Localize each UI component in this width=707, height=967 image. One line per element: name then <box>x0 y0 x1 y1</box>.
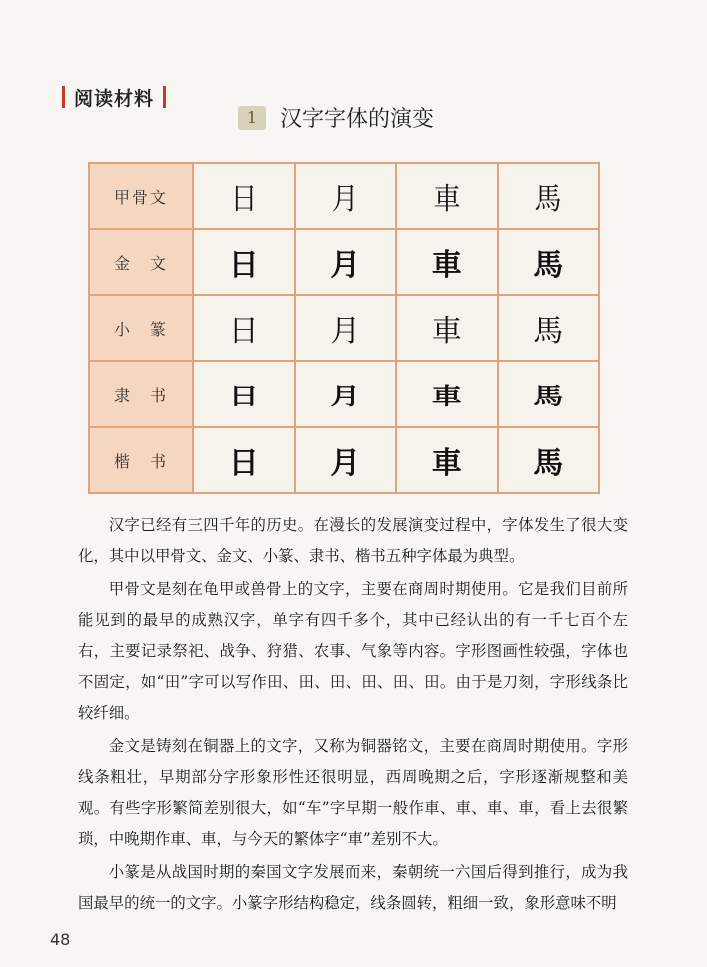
paragraph-oracle-bone: 甲骨文是刻在龟甲或兽骨上的文字，主要在商周时期使用。它是我们目前所能见到的最早的成熟汉字，单字有四千多个，其中已经认出的有一千七百个左右，主要记录祭祀、战争、狩猎、农事、气象等内容。字形图画性较强，字体也不固定，如“田”字可以写作田、田、田、田、田、田。由于是刀刻，字形线条比较纤细。 <box>78 580 628 722</box>
glyph-cell <box>396 427 498 493</box>
glyph-cell <box>193 229 295 295</box>
glyph-cell <box>498 295 600 361</box>
glyph-oracle-ma: 馬 <box>534 182 562 217</box>
paragraph-intro: 汉字已经有三四千年的历史。在漫长的发展演变过程中，字体发生了很大变化，其中以甲骨文、金文、小篆、隶书、楷书五种字体最为典型。 <box>78 516 628 565</box>
glyph-cell <box>396 295 498 361</box>
glyph-clerical-ri: 日 <box>228 383 259 410</box>
glyph-bronze-ma: 馬 <box>533 248 564 283</box>
glyph-cell <box>498 361 600 427</box>
glyph-regular-yue: 月 <box>330 446 361 481</box>
paragraph-bronze: 金文是铸刻在铜器上的文字，又称为铜器铭文，主要在商周时期使用。字形线条粗壮，早期部分字形象形性还很明显，西周晚期之后，字形逐渐规整和美观。有些字形繁简差别很大，如“车”字早期一般作車、車、車、車，看上去很繁琐，中晚期作車、車，与今天的繁体字“車”差别不大。 <box>78 737 628 848</box>
glyph-oracle-che: 車 <box>433 182 461 217</box>
glyph-bronze-che: 車 <box>431 248 462 283</box>
glyph-clerical-yue: 月 <box>330 383 361 410</box>
table-row-bronze <box>89 229 599 295</box>
glyph-bronze-yue: 月 <box>330 248 361 283</box>
glyph-cell <box>193 163 295 229</box>
row-label-small-seal: 小 篆 <box>89 295 193 361</box>
glyph-seal-ma: 馬 <box>533 314 564 349</box>
glyph-cell <box>193 295 295 361</box>
glyph-cell <box>295 163 397 229</box>
section-label-text: 阅读材料 <box>74 87 155 110</box>
glyph-regular-che: 車 <box>431 446 462 481</box>
glyph-regular-ma: 馬 <box>533 446 564 481</box>
section-label-left-bar <box>62 86 65 108</box>
row-label-clerical: 隶 书 <box>89 361 193 427</box>
glyph-cell <box>193 361 295 427</box>
glyph-seal-che: 車 <box>431 314 462 349</box>
glyph-clerical-ma: 馬 <box>533 383 564 410</box>
glyph-cell <box>498 163 600 229</box>
glyph-regular-ri: 日 <box>228 446 259 481</box>
lesson-number-badge: 1 <box>238 106 266 130</box>
glyph-cell <box>295 361 397 427</box>
page-number: 48 <box>50 930 71 949</box>
table-row-small-seal <box>89 295 599 361</box>
table-row-regular <box>89 427 599 493</box>
row-label-bronze: 金 文 <box>89 229 193 295</box>
section-label <box>62 84 166 110</box>
glyph-clerical-che: 車 <box>431 383 462 410</box>
row-label-regular: 楷 书 <box>89 427 193 493</box>
glyph-seal-yue: 月 <box>330 314 361 349</box>
script-evolution-table <box>88 162 600 494</box>
row-label-oracle: 甲骨文 <box>89 163 193 229</box>
glyph-seal-ri: 日 <box>228 314 259 349</box>
glyph-cell <box>498 229 600 295</box>
glyph-cell <box>396 163 498 229</box>
paragraph-small-seal: 小篆是从战国时期的秦国文字发展而来，秦朝统一六国后得到推行，成为我国最早的统一的文字。小篆字形结构稳定，线条圆转，粗细一致，象形意味不明 <box>78 863 628 912</box>
glyph-oracle-ri: 日 <box>230 182 258 217</box>
glyph-cell <box>396 229 498 295</box>
glyph-cell <box>295 295 397 361</box>
glyph-cell <box>295 229 397 295</box>
glyph-bronze-ri: 日 <box>228 248 259 283</box>
lesson-title: 汉字字体的演变 <box>280 107 435 132</box>
section-label-right-bar <box>163 86 166 108</box>
glyph-cell <box>396 361 498 427</box>
table-row-clerical <box>89 361 599 427</box>
glyph-cell <box>193 427 295 493</box>
glyph-cell <box>498 427 600 493</box>
body-text <box>78 510 628 921</box>
glyph-oracle-yue: 月 <box>331 182 359 217</box>
glyph-cell <box>295 427 397 493</box>
table-row-oracle <box>89 163 599 229</box>
lesson-heading <box>238 102 434 133</box>
